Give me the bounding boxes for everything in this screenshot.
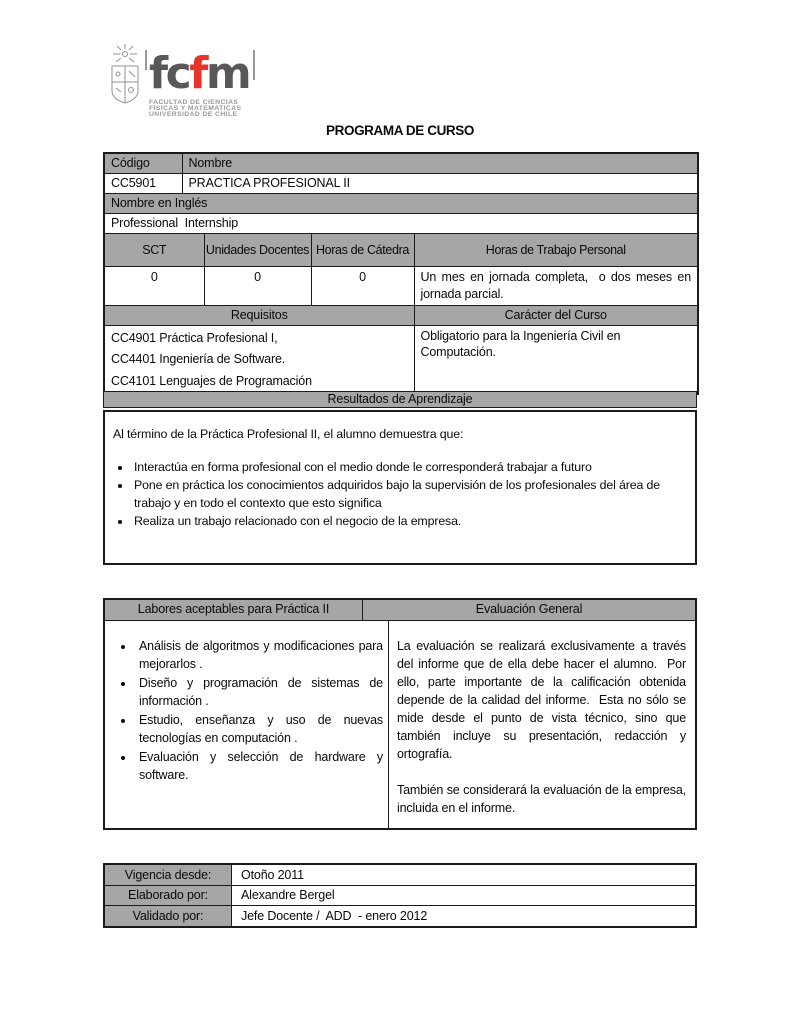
sct-value-cell: 0: [104, 267, 204, 306]
requisito-line: CC4901 Práctica Profesional I,: [111, 330, 278, 345]
horas-catedra-header-cell: Horas de Cátedra: [311, 234, 414, 267]
wordmark-red-f: f: [189, 48, 206, 99]
labores-evaluacion-body-row: [105, 621, 695, 828]
logo-left-bar: [145, 50, 147, 70]
elaborado-label-cell: Elaborado por:: [104, 885, 232, 906]
caracter-header-cell: Carácter del Curso: [414, 306, 698, 326]
fcfm-wordmark: [149, 48, 250, 99]
requisito-line: CC4401 Ingeniería de Software.: [111, 352, 286, 366]
resultados-bullet: • Realiza un trabajo relacionado con el negocio de la empresa.: [132, 512, 685, 530]
evaluacion-cell: [389, 621, 695, 828]
labores-cell: [105, 621, 389, 828]
requisitos-header-cell: Requisitos: [104, 306, 414, 326]
vigencia-value-cell: Otoño 2011: [232, 864, 697, 885]
labores-evaluacion-header-row: [105, 600, 695, 621]
resultados-bullet: • Interactúa en forma profesional con el medio donde le corresponderá trabajar a futuro: [132, 458, 685, 476]
validado-label-cell: Validado por:: [104, 906, 232, 927]
nombre-ingles-header-cell: Nombre en Inglés: [104, 194, 698, 214]
logo-right-bar: [253, 50, 255, 80]
course-info-table: [103, 152, 699, 395]
caption-line-3: UNIVERSIDAD DE CHILE: [149, 111, 238, 119]
evaluacion-paragraph: También se considerará la evaluación de la empresa, incluida en el informe.: [397, 783, 686, 815]
validado-value-cell: Jefe Docente / ADD - enero 2012: [232, 906, 697, 927]
horas-trabajo-value-cell: Un mes en jornada completa, o dos meses en jornada parcial.: [414, 267, 698, 306]
fcfm-wordmark-block: [149, 44, 249, 119]
requisitos-value-cell: [104, 325, 414, 394]
unidades-docentes-header-cell: Unidades Docentes: [204, 234, 311, 267]
universidad-de-chile-emblem-icon: [108, 44, 142, 106]
codigo-value-cell: CC5901: [104, 174, 182, 194]
page-title: PROGRAMA DE CURSO: [326, 123, 474, 138]
caracter-value-cell: Obligatorio para la Ingeniería Civil en Computación.: [414, 325, 698, 394]
vigencia-label-cell: Vigencia desde:: [104, 864, 232, 885]
document-footer-table: [103, 863, 697, 928]
caption-line-2: FISICAS Y MATEMATICAS: [149, 105, 242, 113]
resultados-aprendizaje-header: Resultados de Aprendizaje: [103, 391, 697, 408]
horas-trabajo-header-cell: Horas de Trabajo Personal: [414, 234, 698, 267]
nombre-value-cell: PRACTICA PROFESIONAL II: [182, 174, 698, 194]
nombre-header-cell: Nombre: [182, 153, 698, 174]
elaborado-value-cell: Alexandre Bergel: [232, 885, 697, 906]
evaluacion-header-cell: Evaluación General: [363, 600, 695, 620]
codigo-header-cell: Código: [104, 153, 182, 174]
evaluacion-paragraph: La evaluación se realizará exclusivamente a través del informe que de ella debe hacer el alumno. Por ello, parte importante de la calificación obtenida depende de la calidad del informe. Esta no sólo se mide desde el punto de vista técnico, sino que también incluye su presentación, redacción y ortografía.: [397, 639, 690, 761]
unidades-docentes-value-cell: 0: [204, 267, 311, 306]
table-row: [104, 906, 696, 927]
resultados-aprendizaje-box: [103, 410, 697, 565]
table-row: [104, 885, 696, 906]
labores-header-cell: Labores aceptables para Práctica II: [105, 600, 363, 620]
labores-bullet: • Análisis de algoritmos y modificaciones para mejorarlos .: [135, 637, 383, 673]
faculty-caption: [149, 100, 249, 119]
nombre-ingles-value-cell: Professional Internship: [104, 214, 698, 234]
fcfm-logo: [108, 44, 249, 119]
wordmark-m: m: [205, 48, 250, 99]
horas-catedra-value-cell: 0: [311, 267, 414, 306]
labores-bullet: • Estudio, enseñanza y uso de nuevas tecnologías en computación .: [135, 711, 383, 747]
labores-bullet: • Diseño y programación de sistemas de información .: [135, 674, 383, 710]
wordmark-fc: fc: [149, 48, 190, 99]
labores-bullet: • Evaluación y selección de hardware y software.: [135, 748, 383, 784]
table-row: [104, 864, 696, 885]
caption-line-1: FACULTAD DE CIENCIAS: [149, 99, 239, 106]
labores-evaluacion-table: [103, 598, 697, 830]
resultados-intro: Al término de la Práctica Profesional II, el alumno demuestra que:: [113, 427, 464, 441]
labores-bullet-list: [113, 637, 383, 784]
resultados-bullet: • Pone en práctica los conocimientos adquiridos bajo la supervisión de los profesionales del área de trabajo y en todo el contexto que esto significa: [132, 476, 685, 512]
resultados-bullet-list: [113, 458, 685, 530]
requisito-line: CC4101 Lenguajes de Programación: [111, 373, 312, 388]
requisitos-lines: [111, 328, 408, 393]
sct-header-cell: SCT: [104, 234, 204, 267]
